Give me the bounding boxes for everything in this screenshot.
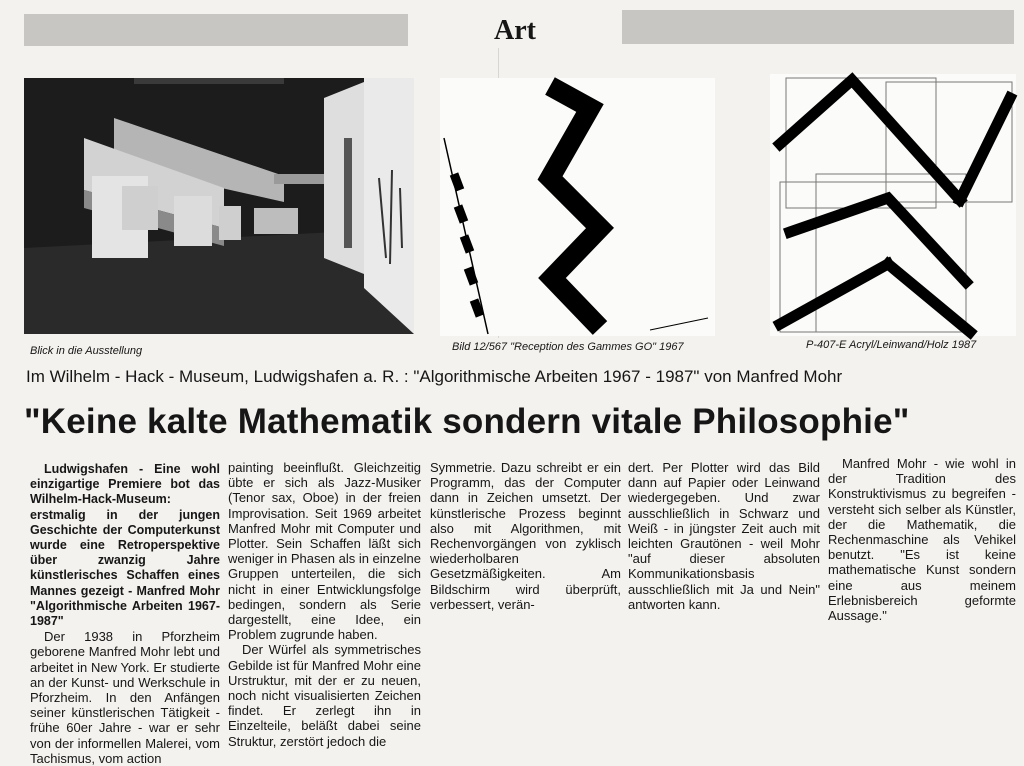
article-paragraph: painting beeinflußt. Gleichzeitig übte er sich als Jazz-Musiker (Tenor sax, Oboe) in der freien Improvisation. Seit 1969 arbeitet Manfred Mohr mit Computer und Plotter. Sein Schaffen läßt sich weniger in Phasen als in einzelne Gruppen unterteilen, die sich nicht in einer Entwicklungsfolge bedingen, sondern als Serie dargestellt, eine Idee, ein Problem zugrunde haben.	[228, 460, 421, 643]
article-headline: "Keine kalte Mathematik sondern vitale Philosophie"	[24, 402, 910, 441]
artwork1-caption: Bild 12/567 "Reception des Gammes GO" 1967	[452, 341, 684, 353]
article-lede: Ludwigshafen - Eine wohl einzigartige Premiere bot das Wilhelm-Hack-Museum: erstmalig in der jungen Geschichte der Computerkunst wurde eine Retroperspektive über zwanzig Jahre künstlerisches Schaffen eines Mannes gezeigt - Manfred Mohr "Algorithmische Arbeiten 1967-1987"	[30, 462, 220, 629]
artwork-zigzag	[440, 78, 715, 336]
header-rule-left	[24, 14, 408, 46]
artwork2-caption: P-407-E Acryl/Leinwand/Holz 1987	[806, 339, 977, 351]
article-column-1	[30, 462, 220, 766]
article-paragraph: Manfred Mohr - wie wohl in der Tradition des Konstruktivismus zu begreifen - versteht sich selber als Künstler, der die Mathematik, die Rechenmaschine als Vehikel benutzt. "Es ist keine mathematische Kunst sondern eine aus meinem Erlebnisbereich geformte Aussage."	[828, 456, 1016, 624]
article-subline: Im Wilhelm - Hack - Museum, Ludwigshafen a. R. : "Algorithmische Arbeiten 1967 - 1987" von Manfred Mohr	[26, 367, 843, 386]
exhibition-photo	[24, 78, 414, 334]
article-column-5	[828, 456, 1016, 624]
article-paragraph: dert. Per Plotter wird das Bild dann auf Papier oder Leinwand wiedergegeben. Und zwar ausschließlich in Schwarz und Weiß - in jüngster Zeit auch mit leichten Grautönen - weil Mohr "auf dieser absoluten Kommunikationsbasis ausschließlich mit Ja und Nein" antworten kann.	[628, 460, 820, 612]
article-paragraph: Der 1938 in Pforzheim geborene Manfred Mohr lebt und arbeitet in New York. Er studierte an der Kunst- und Werkschule in Pforzheim. In den Anfängen seiner künstlerischen Tätigkeit - frühe 60er Jahre - war er sehr von der informellen Malerei, vom Tachismus, vom action	[30, 629, 220, 766]
section-title: Art	[494, 15, 536, 46]
photo-caption: Blick in die Ausstellung	[30, 345, 143, 357]
header-rule-right	[622, 10, 1014, 44]
artwork-cube-lines	[770, 74, 1016, 336]
article-paragraph: Der Würfel als symmetrisches Gebilde ist für Manfred Mohr eine Urstruktur, mit der er zu neuen, noch nicht visualisierten Zeichen findet. Er zerlegt ihn in Einzelteile, beläßt dabei seine Struktur, zerstört jedoch die	[228, 642, 421, 749]
article-paragraph: Symmetrie. Dazu schreibt er ein Programm, das der Computer dann in Zeichen umsetzt. Der künstlerische Prozess beginnt also mit Algorithmen, mit Rechenvorgängen von zyklisch wiederholbaren Gesetzmäßigkeiten. Am Bildschirm wird überprüft, verbessert, verän-	[430, 460, 621, 612]
article-column-2	[228, 460, 421, 749]
article-column-3	[430, 460, 621, 612]
article-column-4	[628, 460, 820, 612]
